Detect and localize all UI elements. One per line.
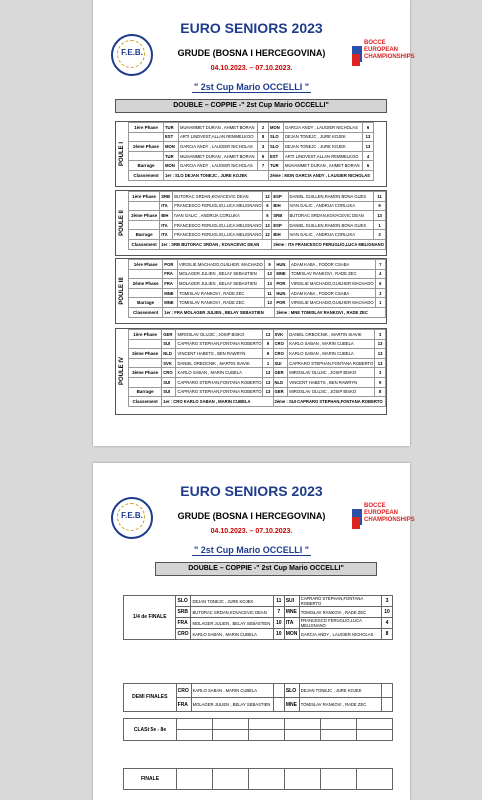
score-cell: 1 — [263, 358, 273, 368]
nation-cell: TUR — [164, 151, 179, 161]
nation-cell: SUI — [284, 596, 299, 607]
match-row — [129, 330, 386, 340]
pool-label: POULE II — [119, 209, 125, 236]
page-header — [93, 463, 415, 555]
team-cell: DEJAN TONEJC , JURE KOJEK — [284, 142, 363, 152]
classement-cell: Classement — [129, 239, 160, 249]
team-cell: CAPRARO STEPHAN,FONTANA ROBERTO — [176, 377, 263, 387]
nation-cell: CRO — [162, 368, 176, 378]
pool-table — [115, 190, 387, 256]
score-cell: 10 — [382, 607, 393, 618]
match-row — [129, 220, 386, 230]
nation-cell: CRO — [273, 339, 288, 349]
team-cell: ARTI LINDVEST,ALLAN REMMELKOO — [284, 151, 363, 161]
feb-logo: F.E.B. — [111, 34, 153, 76]
match-row — [129, 387, 386, 397]
match-row — [129, 201, 386, 211]
score-cell: 6 — [263, 211, 272, 221]
score-cell: 13 — [374, 211, 386, 221]
nation-cell: TUR — [164, 123, 179, 133]
nation-cell: SRB — [160, 192, 173, 202]
team-cell: ADAM KABA , FODOR CSABA — [290, 288, 376, 298]
classement-row — [129, 397, 386, 407]
score-cell: 8 — [382, 629, 393, 640]
semi-final-table — [123, 683, 393, 712]
score-cell: 13 — [263, 387, 273, 397]
score-cell: 4 — [363, 151, 374, 161]
classement-cell: 2ème : MON GARCIA ANDY , LAUGIER NICHOLAS — [269, 170, 374, 180]
team-cell: MIROSLAV OLUJIC , JOSIP BISKO — [176, 330, 263, 340]
score-cell: 8 — [375, 387, 386, 397]
team-cell: TOMISLAV RANKOVI , RADE ZEC — [177, 288, 264, 298]
section-banner: DOUBLE – COPPIE -" 2st Cup Mario OCCELLI" — [115, 99, 387, 113]
team-cell: CAPRARO STEPHAN,FONTANA ROBERTO — [176, 387, 263, 397]
nation-cell: MON — [269, 123, 284, 133]
score-cell: 13 — [363, 142, 374, 152]
nation-cell: ITA — [284, 618, 299, 629]
score-cell: 3 — [375, 330, 386, 340]
score-cell: 9 — [263, 339, 273, 349]
score-cell — [273, 698, 284, 712]
nation-cell: SRB — [272, 211, 288, 221]
score-cell: 3 — [375, 288, 385, 298]
nation-cell: EST — [164, 132, 179, 142]
classement-row — [129, 239, 386, 249]
score-cell: 1 — [375, 298, 385, 308]
score-cell: 13 — [375, 358, 386, 368]
phase-cell — [129, 132, 164, 142]
team-cell: TOMISLAV RANKOVI , RADE ZEC — [299, 698, 381, 712]
team-cell: DANIEL GUILLEN,RAMON BONA GUES — [288, 220, 374, 230]
score-cell: 11 — [264, 288, 275, 298]
match-row — [129, 192, 386, 202]
score-cell: 8 — [258, 132, 269, 142]
nation-cell: HUN — [275, 260, 290, 270]
team-cell: ARTI LINDVEST,ALLAN REMMELKOO — [179, 132, 258, 142]
pool-label: POULE IV — [119, 357, 125, 386]
pool-table — [115, 328, 387, 415]
nation-cell: MNE — [163, 288, 178, 298]
classement-5-8-label: CLASt 5e - 8e — [124, 719, 177, 741]
nation-cell: SVK — [162, 358, 176, 368]
score-cell: 9 — [375, 377, 386, 387]
team-cell: IVAN GALIC , ANDRIJA CORLUKA — [173, 211, 263, 221]
classement-5-8-table — [123, 718, 393, 741]
nation-cell: MNE — [284, 607, 299, 618]
score-cell — [382, 698, 393, 712]
team-cell: FRANCESCO FERUGLIO,LUCA MELIGNANO — [173, 220, 263, 230]
team-cell: TOMISLAV RANKOVI , RADE ZEC — [299, 607, 381, 618]
team-cell: DEJAN TONEJC , JURE KOJEK — [299, 684, 381, 698]
team-cell: IVAN GALIC , ANDRIJA CORLUKA — [288, 230, 374, 240]
score-cell: 9 — [263, 349, 273, 359]
team-cell: MUHAMMET DURAN , AHMET BORAN — [179, 123, 258, 133]
team-cell: CAPRARO STEPHAN,FONTANA ROBERTO — [299, 596, 381, 607]
nation-cell: TUR — [269, 161, 284, 171]
phase-cell — [129, 339, 162, 349]
phase-cell — [129, 377, 162, 387]
phase-cell: 3ème Phase — [129, 368, 162, 378]
score-cell: 6 — [263, 201, 272, 211]
phase-cell: 1ère Phase — [129, 260, 163, 270]
nation-cell: ITA — [160, 220, 173, 230]
team-cell: MOLAGER JULIEN , BELAY SEBASTIEN — [191, 618, 273, 629]
nation-cell: GER — [273, 368, 288, 378]
score-cell: 13 — [264, 269, 275, 279]
feb-logo: F.E.B. — [111, 497, 153, 539]
phase-cell — [129, 201, 160, 211]
score-cell: 4 — [375, 269, 385, 279]
team-cell: GARCIA ANDY , LAUGIER NICHOLAS — [179, 142, 258, 152]
team-cell: KARLO SABAN , MARIN CUBELA — [288, 349, 375, 359]
match-row — [129, 269, 386, 279]
score-cell: 11 — [374, 192, 386, 202]
score-cell: 1 — [374, 220, 386, 230]
phase-cell: Barrage — [129, 387, 162, 397]
team-cell: DEJAN TONEJC , JURE KOJEK — [284, 132, 363, 142]
bocce-championship-logo: BOCCE EUROPEAN CHAMPIONSHIPS — [352, 501, 396, 539]
match-row — [129, 151, 374, 161]
nation-cell: MNE — [163, 298, 178, 308]
score-cell: 2 — [258, 123, 269, 133]
score-cell: 9 — [374, 201, 386, 211]
team-cell: GARCIA ANDY , LAUGIER NICHOLAS — [299, 629, 381, 640]
team-cell: MIROSLAV OLUJIC , JOSIP BISKO — [288, 387, 375, 397]
classement-cell: 2ème : ITA FRANCESCO FERUGLIO,LUCA MELIGNANO — [272, 239, 386, 249]
match-row — [129, 123, 374, 133]
score-cell: 10 — [273, 618, 284, 629]
team-cell: ADAM KABA , FODOR CSABA — [290, 260, 376, 270]
phase-cell: 2ème Phase — [129, 279, 163, 289]
nation-cell: HUN — [275, 288, 290, 298]
score-cell: 11 — [273, 596, 284, 607]
event-dates: 04.10.2023. – 07.10.2023. — [210, 528, 293, 535]
team-cell: IVAN GALIC , ANDRIJA CORLUKA — [288, 201, 374, 211]
classement-cell: 1er : SLO DEJAN TONEJC , JURE KOJEK — [164, 170, 269, 180]
team-cell: TOMISLAV RANKOVI , RADE ZEC — [290, 269, 376, 279]
document-page-1 — [93, 0, 415, 446]
classement-row — [129, 170, 374, 180]
match-row — [124, 596, 393, 607]
score-cell: 12 — [263, 230, 272, 240]
page-header — [93, 0, 415, 92]
phase-cell: 2ème Phase — [129, 142, 164, 152]
match-row — [129, 349, 386, 359]
match-row — [124, 684, 393, 698]
team-cell: CAPRARO STEPHAN,FONTANA ROBERTO — [176, 339, 263, 349]
score-cell: 13 — [263, 220, 272, 230]
score-cell: 9 — [258, 151, 269, 161]
pool-label: POULE I — [119, 141, 125, 166]
score-cell: 6 — [375, 279, 385, 289]
page-title: EURO SENIORS 2023 — [180, 20, 323, 36]
nation-cell: MON — [164, 142, 179, 152]
team-cell: KARLO SABAN , MARIN CUBELA — [191, 629, 273, 640]
classement-cell: 2ème : MNE TOMISLAV RANKOVI , RADE ZEC — [275, 307, 386, 317]
phase-cell: Barrage — [129, 230, 160, 240]
phase-cell: Barrage — [129, 161, 164, 171]
nation-cell: SLO — [284, 684, 299, 698]
section-banner: DOUBLE – COPPIE -" 2st Cup Mario OCCELLI" — [155, 562, 377, 576]
score-cell: 6 — [363, 161, 374, 171]
nation-cell: FRA — [176, 618, 191, 629]
match-row — [129, 260, 386, 270]
nation-cell: ITA — [160, 201, 173, 211]
venue-title: GRUDE (BOSNA I HERCEGOVINA) — [177, 511, 326, 521]
page-title: EURO SENIORS 2023 — [180, 483, 323, 499]
pool-table — [115, 258, 387, 324]
nation-cell: CRO — [176, 684, 191, 698]
match-row — [129, 358, 386, 368]
team-cell: CAPRARO STEPHAN,FONTANA ROBERTO — [288, 358, 375, 368]
score-cell: 13 — [264, 298, 275, 308]
phase-cell — [129, 358, 162, 368]
team-cell: DANIEL GUILLEN,RAMON BONA GUES — [288, 192, 374, 202]
phase-cell — [129, 269, 163, 279]
pool-table — [115, 121, 387, 187]
team-cell: VIRGILIE MACHADO,GUILHER MACHADO — [290, 298, 376, 308]
team-cell: BUTORAC SRDAN,KOVACEVIC DEAN — [173, 192, 263, 202]
classement-cell: Classement — [129, 307, 163, 317]
nation-cell: FRA — [176, 698, 191, 712]
team-cell: MUHAMMET DURAN , AHMET BORAN — [284, 161, 363, 171]
nation-cell: CRO — [176, 629, 191, 640]
team-cell: VINCENT HABETS , BEN RAWRYN — [288, 377, 375, 387]
bocce-championship-logo: BOCCE EUROPEAN CHAMPIONSHIPS — [352, 38, 396, 76]
team-cell: TOMISLAV RANKOVI , RADE ZEC — [177, 298, 264, 308]
match-row — [129, 339, 386, 349]
phase-cell — [129, 151, 164, 161]
nation-cell: MNE — [275, 269, 290, 279]
team-cell: KARLO SABAN , MARIN CUBELA — [288, 339, 375, 349]
nation-cell: GER — [162, 330, 176, 340]
team-cell: VIRGILIE MACHADO,GUILHER MACHADO — [290, 279, 376, 289]
nation-cell: SLO — [269, 132, 284, 142]
match-row — [129, 211, 386, 221]
team-cell: VIRGILIE MACHADO,GUILHER. MACHADO — [177, 260, 264, 270]
match-row — [129, 368, 386, 378]
phase-cell: 2ème Phase — [129, 349, 162, 359]
team-cell: FRANCESCO FERUGLIO,LUCA MELIGNANO — [173, 201, 263, 211]
pool-label: POULE III — [119, 277, 125, 305]
team-cell: GARCIA ANDY , LAUGIER NICHOLAS — [179, 161, 258, 171]
score-cell: 7 — [258, 161, 269, 171]
nation-cell: SVK — [273, 330, 288, 340]
venue-title: GRUDE (BOSNA I HERCEGOVINA) — [177, 48, 326, 58]
nation-cell: BIH — [272, 230, 288, 240]
nation-cell: BIH — [272, 201, 288, 211]
team-cell: DEJAN TONEJC , JURE KOJEK — [191, 596, 273, 607]
score-cell: 6 — [363, 123, 374, 133]
match-row — [129, 132, 374, 142]
score-cell: 4 — [382, 618, 393, 629]
match-row — [129, 288, 386, 298]
team-cell: MIROSLAV OLUJIC , JOSIP BISKO — [288, 368, 375, 378]
score-cell: 9 — [264, 260, 275, 270]
score-cell — [382, 684, 393, 698]
phase-cell: 1ère Phase — [129, 192, 160, 202]
nation-cell: ESP — [272, 192, 288, 202]
phase-cell: 2ème Phase — [129, 211, 160, 221]
nation-cell: NLD — [162, 349, 176, 359]
nation-cell: FRA — [163, 269, 178, 279]
nation-cell: MON — [284, 629, 299, 640]
classement-cell: 1er : CRO KARLO SABAN , MARIN CUBELA — [162, 397, 273, 407]
finale-table — [123, 768, 393, 790]
score-cell: 13 — [263, 330, 273, 340]
match-row — [129, 161, 374, 171]
nation-cell: EST — [269, 151, 284, 161]
team-cell: MUHAMMET DURAN , AHMET BORAN — [179, 151, 258, 161]
team-cell: VINCENT HABETS , BEN RAWRYN — [176, 349, 263, 359]
phase-cell — [129, 220, 160, 230]
nation-cell: MON — [164, 161, 179, 171]
classement-cell: Classement — [129, 397, 162, 407]
team-cell: BUTORAC SRDAN,KOVACEVIC DEAN — [191, 607, 273, 618]
cup-title: " 2st Cup Mario OCCELLI " — [193, 545, 310, 555]
cup-title: " 2st Cup Mario OCCELLI " — [193, 82, 310, 92]
team-cell: FRANCESCO FERUGLIO,LUCA MELIGNANO — [173, 230, 263, 240]
finale-label: FINALE — [124, 769, 177, 790]
score-cell: 13 — [375, 349, 386, 359]
score-cell: 7 — [375, 260, 385, 270]
round-label: DEMI FINALES — [124, 684, 177, 712]
score-cell: 3 — [382, 596, 393, 607]
team-cell: KARLO SABAN , MARIN CUBELA — [191, 684, 273, 698]
nation-cell: ESP — [272, 220, 288, 230]
team-cell: FRANCESCO FERUGLIO,LUCA MELIGNANO — [299, 618, 381, 629]
nation-cell: MNE — [284, 698, 299, 712]
nation-cell: SLO — [176, 596, 191, 607]
nation-cell: BIH — [160, 211, 173, 221]
score-cell: 12 — [263, 192, 272, 202]
nation-cell: SUI — [273, 358, 288, 368]
score-cell: 3 — [374, 230, 386, 240]
score-cell: 10 — [273, 629, 284, 640]
match-row — [129, 142, 374, 152]
classement-cell: Classement — [129, 170, 164, 180]
round-label: 1/4 de FINALE — [124, 596, 176, 640]
classement-row — [129, 307, 386, 317]
score-cell: 13 — [375, 339, 386, 349]
document-page-2 — [93, 463, 415, 800]
score-cell: 3 — [375, 368, 386, 378]
score-cell — [273, 684, 284, 698]
event-dates: 04.10.2023. – 07.10.2023. — [210, 65, 293, 72]
phase-cell: Barrage — [129, 298, 163, 308]
score-cell: 3 — [258, 142, 269, 152]
match-row — [129, 279, 386, 289]
nation-cell: POR — [275, 279, 290, 289]
nation-cell: SLO — [269, 142, 284, 152]
classement-cell: 2ème : SUI CAPRARO STEPHAN,FONTANA ROBERTO — [273, 397, 385, 407]
score-cell: 13 — [264, 279, 275, 289]
nation-cell: POR — [163, 260, 178, 270]
quarter-final-table — [123, 595, 393, 640]
score-cell: 13 — [363, 132, 374, 142]
nation-cell: SUI — [162, 387, 176, 397]
team-cell: MOLAGER JULIEN , BELAY SEBASTIEN — [191, 698, 273, 712]
nation-cell: SUI — [162, 377, 176, 387]
team-cell: MOLAGER JULIEN , BELAY SEBASTIEN — [177, 279, 264, 289]
nation-cell: SRB — [176, 607, 191, 618]
team-cell: DANIEL ORBOCNIK , MARTIN SIAVIK — [176, 358, 263, 368]
nation-cell: POR — [275, 298, 290, 308]
score-cell: 13 — [263, 377, 273, 387]
nation-cell: CRO — [273, 349, 288, 359]
phase-cell: 1ère Phase — [129, 123, 164, 133]
classement-cell: 1er : SRB BUTORAC SRDAN , KOVACEVIC DEAN — [160, 239, 272, 249]
classement-cell: 1er : FRA MOLAGER JULIEN , BELAY SEBASTIEN — [163, 307, 275, 317]
score-cell: 13 — [263, 368, 273, 378]
nation-cell: FRA — [163, 279, 178, 289]
team-cell: DANIEL ORBOCNIK , MARTIN SIAVIK — [288, 330, 375, 340]
phase-cell: 1ère Phase — [129, 330, 162, 340]
match-row — [129, 298, 386, 308]
score-cell: 7 — [273, 607, 284, 618]
match-row — [129, 377, 386, 387]
team-cell: BUTORAC SRDAN,KOVACEVIC DEAN — [288, 211, 374, 221]
phase-cell — [129, 288, 163, 298]
nation-cell: SUI — [162, 339, 176, 349]
nation-cell: ITA — [160, 230, 173, 240]
team-cell: MOLAGER JULIEN , BELAY SEBASTIEN — [177, 269, 264, 279]
team-cell: GARCIA ANDY , LAUGIER NICHOLAS — [284, 123, 363, 133]
team-cell: KARLO SABAN , MARIN CUBELA — [176, 368, 263, 378]
nation-cell: GER — [273, 387, 288, 397]
nation-cell: NLD — [273, 377, 288, 387]
match-row — [129, 230, 386, 240]
